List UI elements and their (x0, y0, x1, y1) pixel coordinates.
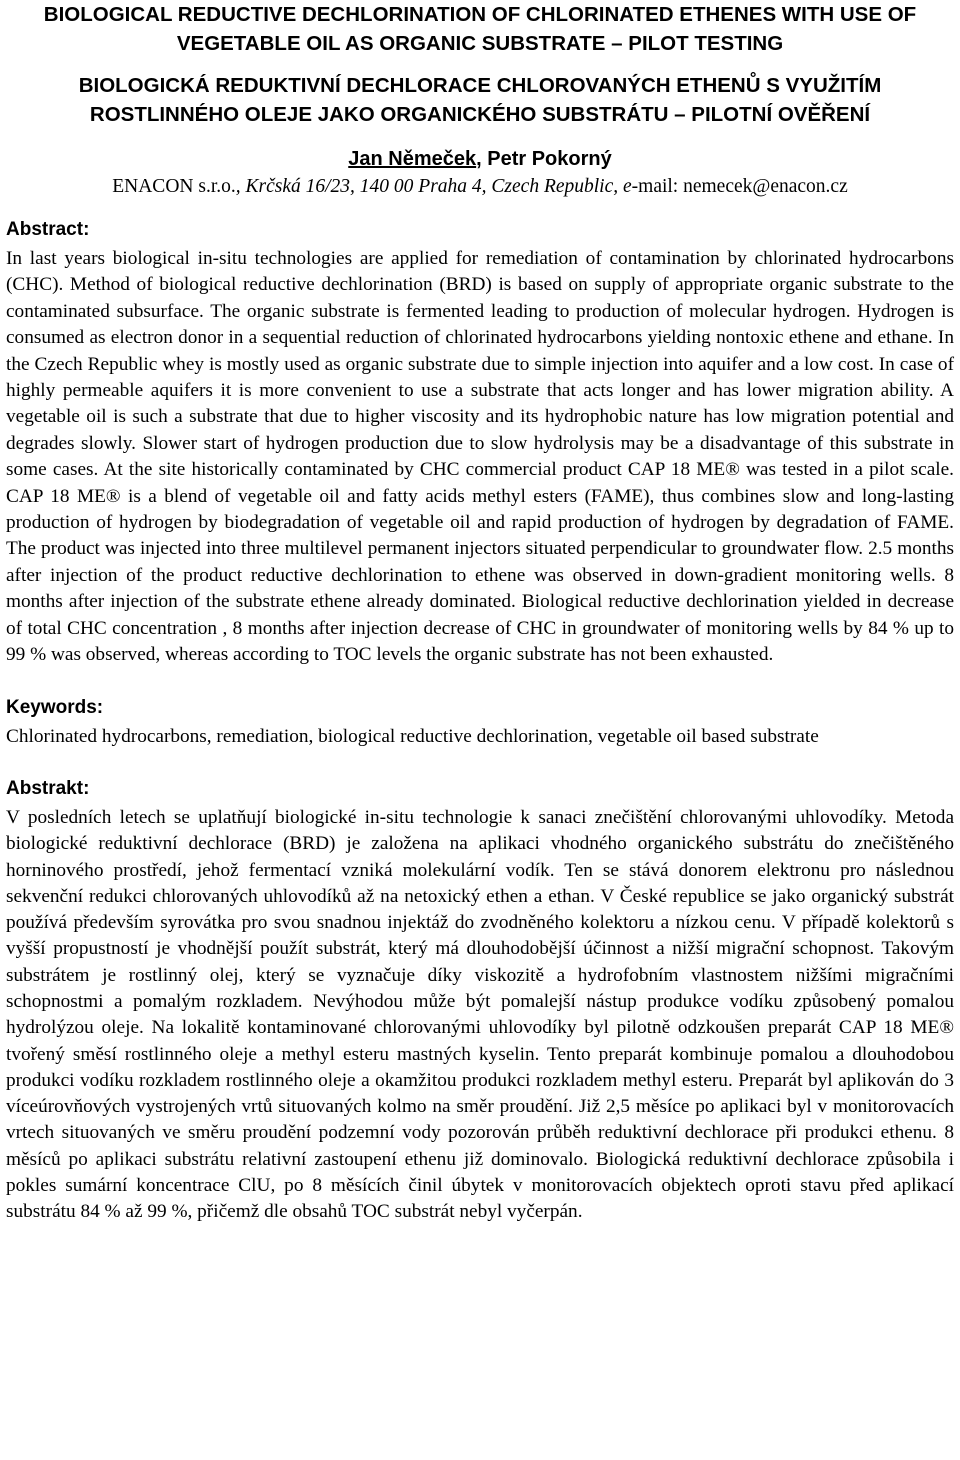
authors (6, 145, 954, 173)
author-first: Jan Němeček (348, 148, 477, 170)
abstrakt-heading: Abstrakt: (6, 777, 90, 799)
affiliation (6, 173, 954, 201)
title-czech: BIOLOGICKÁ REDUKTIVNÍ DECHLORACE CHLOROVANÝCH ETHENŮ S VYUŽITÍM ROSTLINNÉHO OLEJE JAKO ORGANICKÉHO SUBSTRÁTU – PILOTNÍ OVĚŘENÍ (78, 74, 882, 126)
affiliation-email: -mail: nemecek@enacon.cz (631, 176, 848, 197)
affiliation-org: ENACON s.r.o. (112, 176, 236, 197)
keywords-heading: Keywords: (6, 696, 104, 718)
title-english: BIOLOGICAL REDUCTIVE DECHLORINATION OF CHLORINATED ETHENES WITH USE OF VEGETABLE OIL AS ORGANIC SUBSTRATE – PILOT TESTING (43, 3, 917, 55)
abstract-heading: Abstract: (6, 219, 90, 240)
affiliation-address: , Krčská 16/23, 140 00 Praha 4, Czech Republic, e (235, 176, 632, 197)
author-rest: , Petr Pokorný (476, 148, 612, 170)
abstract-text: In last years biological in-situ technologies are applied for remediation of contamination by chlorinated hydrocarbons (CHC). Method of biological reductive dechlorination (BRD) is based on supply of appropriate organic substrate to the contaminated subsurface. The organic substrate is fermented leading to production of molecular hydrogen. Hydrogen is consumed as electron donor in a sequential reduction of chlorinated hydrocarbons yielding nontoxic ethene and ethane. In the Czech Republic whey is mostly used as organic substrate due to simple injection into aquifer and a low cost. In case of highly permeable aquifers it is more convenient to use a substrate that acts longer and has lower migration ability. A vegetable oil is such a substrate that due to higher viscosity and its hydrophobic nature has low migration potential and degrades slowly. Slower start of hydrogen production due to slow hydrolysis may be a disadvantage of this substrate in some cases. At the site historically contaminated by CHC commercial product CAP 18 ME® was tested in a pilot scale. CAP 18 ME® is a blend of vegetable oil and fatty acids methyl esters (FAME), thus combines slow and long-lasting production of hydrogen by biodegradation of vegetable oil and rapid production of hydrogen by degradation of FAME. The product was injected into three multilevel permanent injectors situated perpendicular to groundwater flow. 2.5 months after injection of the product reductive dechlorination to ethene was observed in down-gradient monitoring wells. 8 months after injection of the substrate ethene already dominated. Biological reductive dechlorination yielded in decrease of total CHC concentration , 8 months after injection decrease of CHC in groundwater of monitoring wells by 84 % up to 99 % was observed, whereas according to TOC levels the organic substrate has not been exhausted. (6, 248, 954, 666)
keywords-text: Chlorinated hydrocarbons, remediation, biological reductive dechlorination, vegetable oil based substrate (6, 725, 819, 747)
abstrakt-text: V posledních letech se uplatňují biologické in-situ technologie k sanaci znečištění chlorovanými uhlovodíky. Metoda biologické reduktivní dechlorace (BRD) je založena na aplikaci vhodného organického substrátu do znečištěného horninového prostředí, jehož fermentací vzniká molekulární vodík. Ten se stává donorem elektronu pro následnou sekvenční redukci chlorovaných uhlovodíků až na netoxický ethen a ethan. V České republice se jako organický substrát používá především syrovátka pro svou snadnou injektáž do zvodněného kolektoru a nízkou cenu. V případě kolektorů s vyšší propustností je vhodnější použít substrát, který má dlouhodobější účinnost a nižší migrační schopnost. Takovým substrátem je rostlinný olej, který se vyznačuje díky viskozitě a hydrofobním vlastnostem nižšími migračními schopnostmi a pomalým rozkladem. Nevýhodou může být pomalejší nástup produkce vodíku způsobený pomalou hydrolýzou oleje. Na lokalitě kontaminované chlorovanými uhlovodíky byl pilotně odzkoušen preparát CAP 18 ME® tvořený směsí rostlinného oleje a methyl esteru mastných kyselin. Tento preparát kombinuje pomalou a dlouhodobou produkci vodíku rozkladem rostlinného oleje a okamžitou produkci rozkladem methyl esteru. Preparát byl aplikován do 3 víceúrovňových vystrojených vrtů situovaných kolmo na směr proudění. Již 2,5 měsíce po aplikaci byl v monitorovacích vrtech situovaných ve směru proudění podzemní vody pozorován průběh reduktivní dechlorace při produkci ethenu. 8 měsíců po aplikaci substrátu relativní zastoupení ethenu již dominovalo. Biologická reduktivní dechlorace způsobila i pokles sumární koncentrace ClU, po 8 měsících činil úbytek v monitorovacích objektech oproti stavu před aplikací substrátu 84 % až 99 %, přičemž dle obsahů TOC substrát nebyl vyčerpán. (6, 806, 954, 1223)
